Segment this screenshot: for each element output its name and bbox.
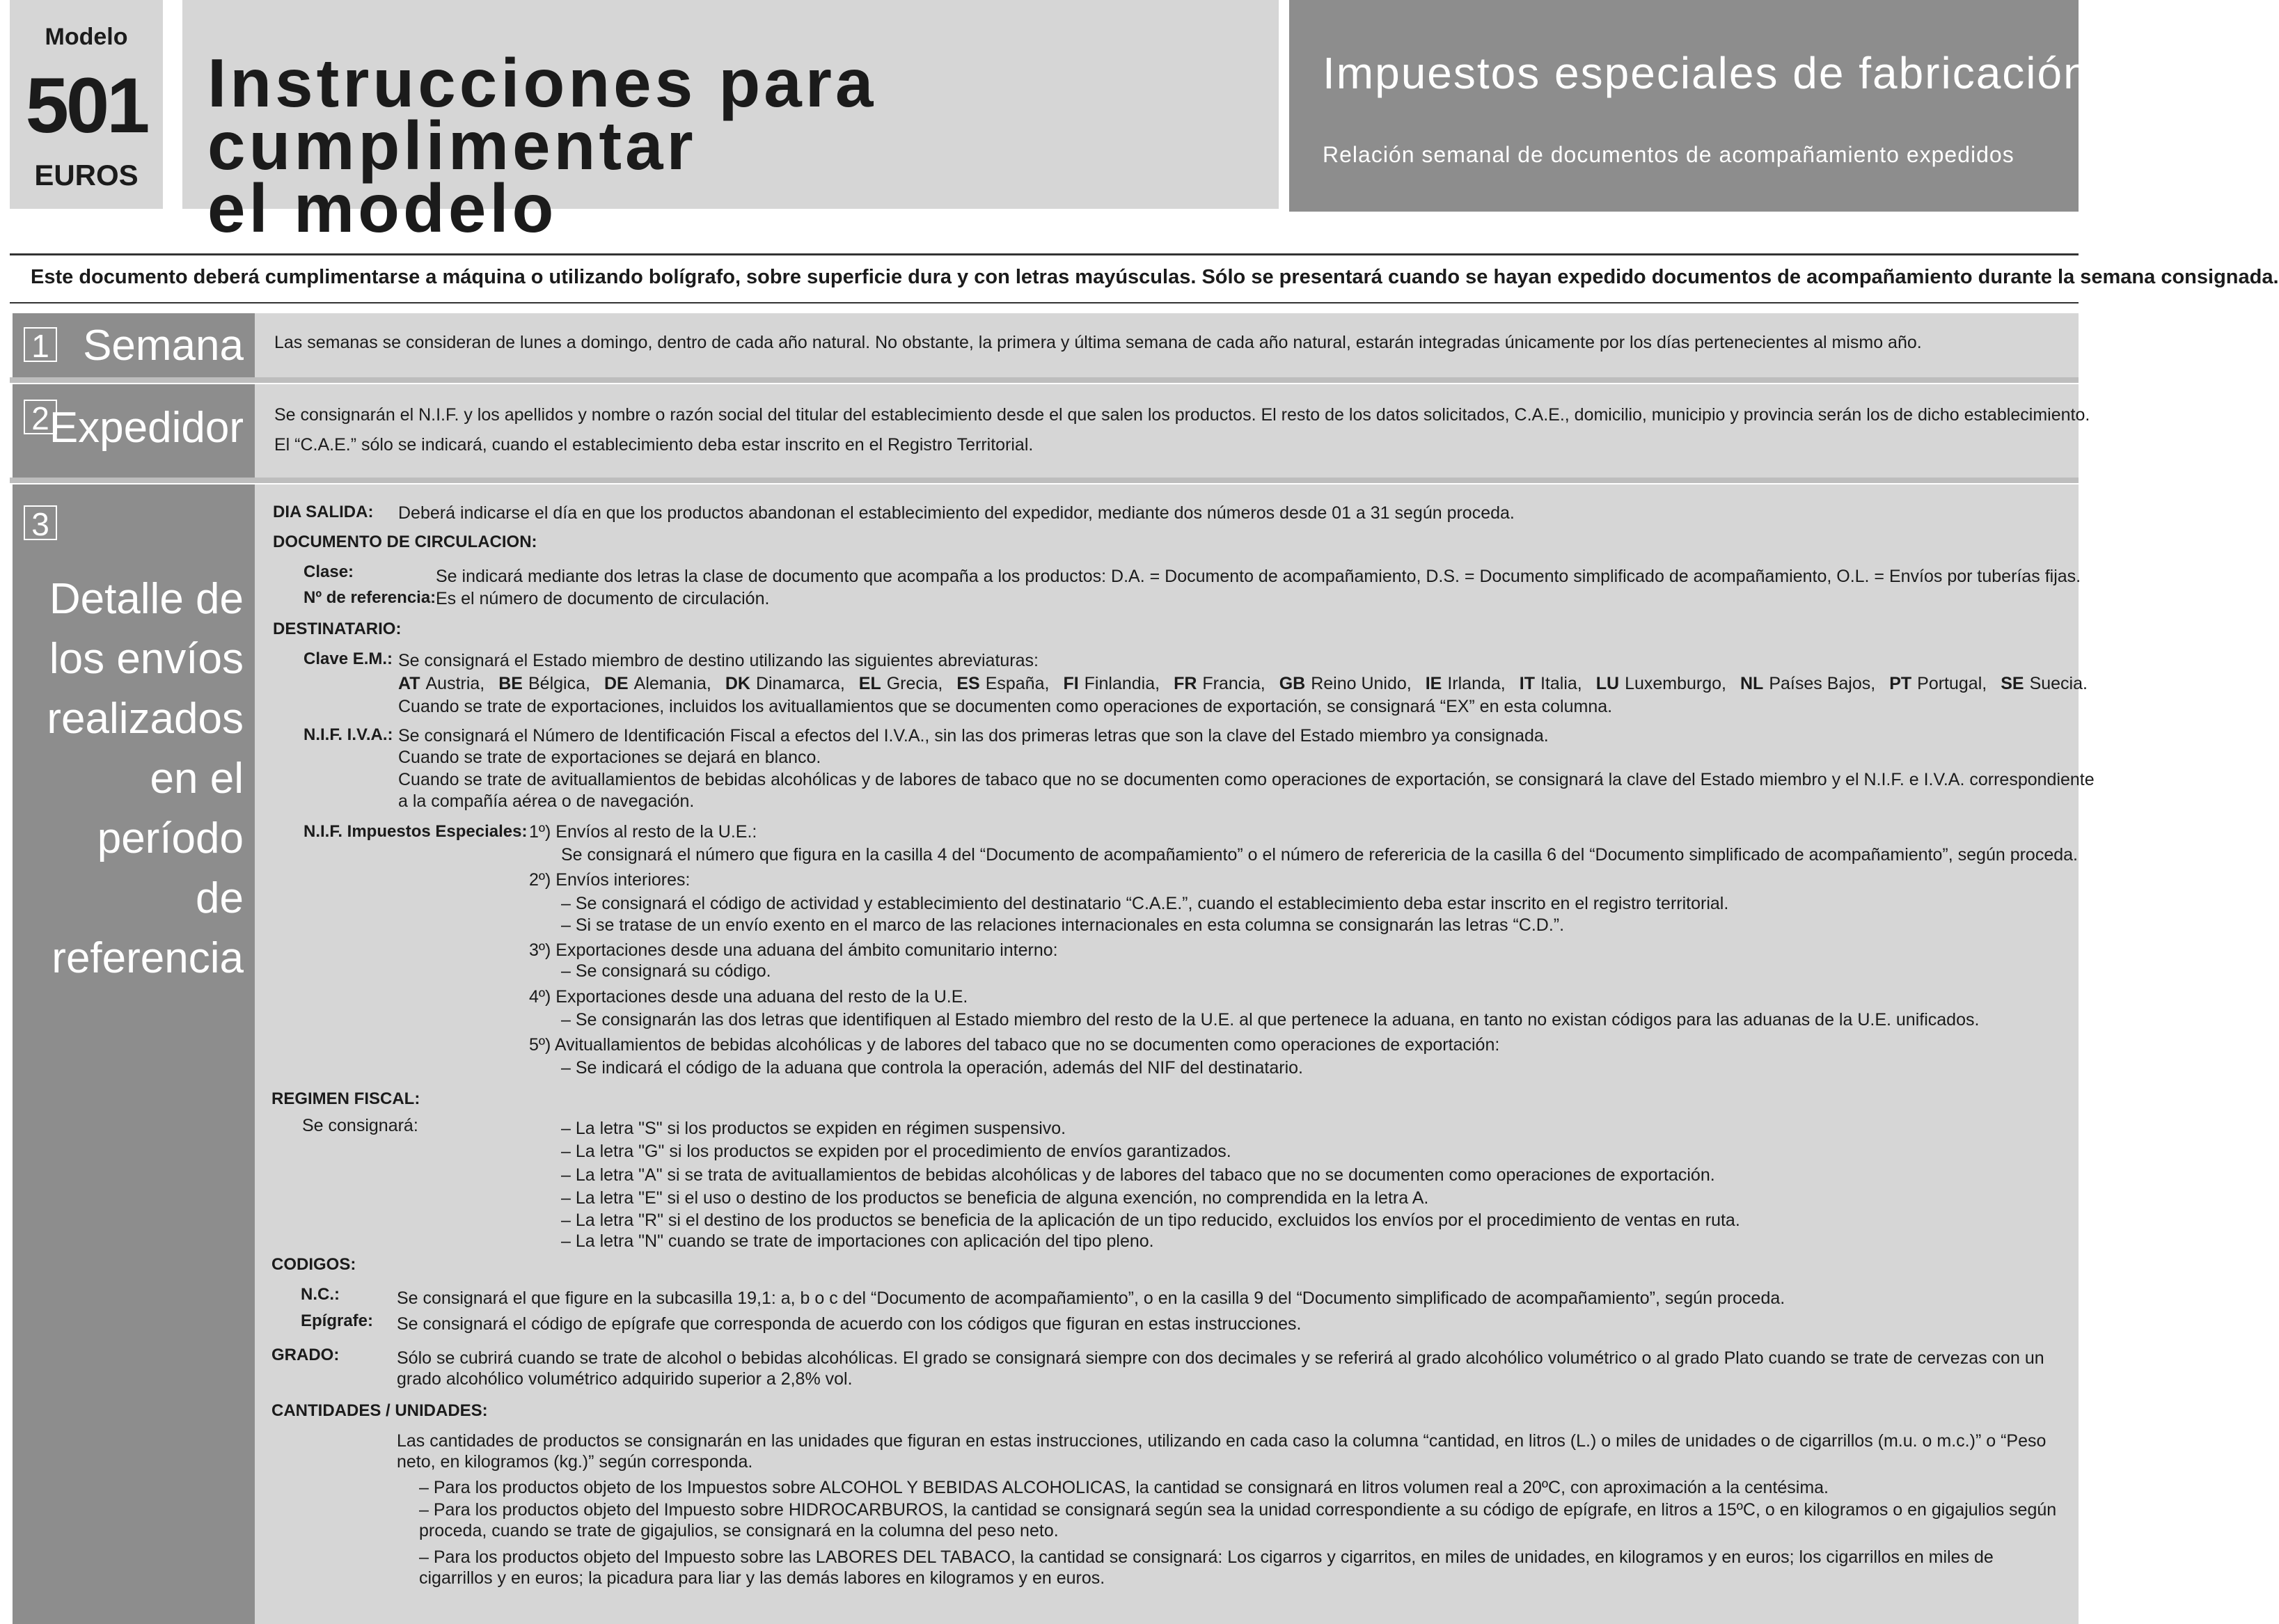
country-name: Finlandia,: [1084, 674, 1160, 693]
divider: [10, 302, 2079, 303]
regimen-line: – La letra "G" si los productos se expiden por el procedimiento de envíos garantizados.: [561, 1142, 1231, 1161]
country-code: IE: [1425, 674, 1442, 693]
nif-iva-line: Cuando se trate de exportaciones se dejará en blanco.: [398, 748, 821, 767]
title-box: [182, 0, 1279, 246]
country-name: Irlanda,: [1447, 674, 1506, 693]
country-code: BE: [498, 674, 523, 693]
cantidades-label: CANTIDADES / UNIDADES:: [271, 1401, 488, 1420]
epigrafe-text: Se consignará el código de epígrafe que corresponda de acuerdo con los códigos que figuran en estas instrucciones.: [397, 1314, 1302, 1334]
cantidades-item: – Para los productos objeto del Impuesto sobre HIDROCARBUROS, la cantidad se consignará según sea la unidad correspondiente a su código de epígrafe, en litros a 15ºC, o en kilogramos o en gigajulios según proceda, cuando se trate de gigajulios, se consignará en la columna del peso neto.: [419, 1500, 2057, 1540]
country-name: Portugal,: [1917, 674, 1987, 693]
country-name: Dinamarca,: [755, 674, 845, 693]
section-title-line: en el período: [97, 755, 244, 862]
nif-ie-label: N.I.F. Impuestos Especiales:: [303, 822, 528, 841]
section-title: Semana: [83, 322, 244, 370]
section-2-header: [13, 384, 255, 478]
country-code: GB: [1279, 674, 1306, 693]
country-code: PT: [1889, 674, 1912, 693]
nc-text: Se consignará el que figure en la subcasilla 19,1: a, b o c del “Documento de acompañamiento”, o en la casilla 9 del “Documento simplificado de acompañamiento”, según proceda.: [397, 1288, 1785, 1308]
country-name: España,: [985, 674, 1050, 693]
divider: [10, 253, 2079, 255]
nif-ie-line: 2º) Envíos interiores:: [529, 870, 691, 890]
clave-em-text: Se consignará el Estado miembro de destino utilizando las siguientes abreviaturas:: [398, 651, 1039, 670]
nif-ie-line: 3º) Exportaciones desde una aduana del ámbito comunitario interno:: [529, 940, 1058, 960]
nc-label: N.C.:: [301, 1285, 340, 1304]
nif-ie-line: – Se consignará su código.: [561, 961, 771, 981]
country-code: FR: [1174, 674, 1197, 693]
nif-ie-line: – Se consignará el código de actividad y establecimiento del destinatario “C.A.E.”, cuando el establecimiento deba estar inscrito en el registro territorial.: [561, 894, 1729, 913]
section-title-line: los envíos: [49, 635, 244, 683]
clase-text: Se indicará mediante dos letras la clase de documento que acompaña a los productos: D.A. = Documento de acompañamiento, D.S. = Documento simplificado de acompañamiento, O.L. = Envíos por tuberías fijas.: [436, 567, 2081, 586]
cantidades-intro: Las cantidades de productos se consignarán en las unidades que figuran en estas instrucciones, utilizando en cada caso la columna “cantidad, en litros (L.) o miles de unidades o de cigarrillos (m.u. o m.c.)” o “Peso neto, en kilogramos (kg.)” según corresponda.: [397, 1431, 2047, 1472]
country-name: Países Bajos,: [1769, 674, 1876, 693]
country-code: LU: [1595, 674, 1620, 693]
cantidades-item: – Para los productos objeto de los Impuestos sobre ALCOHOL Y BEBIDAS ALCOHOLICAS, la cantidad se consignará en litros volumen real a 20ºC, con aproximación a la centésima.: [419, 1478, 1829, 1497]
section-title-line: realizados: [47, 695, 244, 743]
country-name: Suecia.: [2029, 674, 2088, 693]
nif-ie-line: – Se indicará el código de la aduana que controla la operación, además del NIF del destinatario.: [561, 1058, 1303, 1078]
nif-iva-line: a la compañía aérea o de navegación.: [398, 791, 695, 811]
section-2-line-2: El “C.A.E.” sólo se indicará, cuando el establecimiento deba estar inscrito en el Registro Territorial.: [274, 435, 1034, 455]
destinatario-label: DESTINATARIO:: [273, 620, 402, 638]
section-2-body: [255, 384, 2079, 478]
regimen-line: – La letra "N" cuando se trate de importaciones con aplicación del tipo pleno.: [561, 1231, 1154, 1251]
section-number: 1: [24, 327, 57, 362]
nif-ie-line: – Si se tratase de un envío exento en el marco de las relaciones internacionales en esta columna se consignarán las letras “C.D.”.: [561, 915, 1565, 935]
nif-ie-line: 5º) Avituallamientos de bebidas alcohólicas y de labores del tabaco que no se documenten como operaciones de exportación:: [529, 1035, 1500, 1055]
country-name: Bélgica,: [528, 674, 590, 693]
page-title: Instrucciones para cumplimentar el modelo: [207, 45, 877, 246]
country-code: AT: [398, 674, 420, 693]
country-code: EL: [858, 674, 881, 693]
regimen-line: – La letra "R" si el destino de los productos se beneficia de la aplicación de un tipo reducido, excluidos los envíos por el procedimiento de ventas en ruta.: [561, 1211, 1740, 1230]
section-title-line: Detalle de: [49, 575, 244, 623]
section-title: Expedidor: [49, 404, 244, 452]
section-1-text: Las semanas se consideran de lunes a domingo, dentro de cada año natural. No obstante, la primera y última semana de cada año natural, estarán integradas únicamente por los días pertenecientes al mismo año.: [274, 333, 1922, 352]
modelo-box: [10, 0, 163, 209]
section-title-line: de referencia: [52, 874, 244, 982]
modelo-label: Modelo: [45, 24, 128, 50]
country-name: Francia,: [1202, 674, 1265, 693]
tax-subtitle: Relación semanal de documentos de acompañamiento expedidos: [1323, 142, 2014, 167]
section-number: 2: [24, 400, 57, 434]
country-code: FI: [1063, 674, 1079, 693]
country-name: Grecia,: [886, 674, 943, 693]
nif-ie-line: – Se consignarán las dos letras que identifiquen al Estado miembro del resto de la U.E. al que pertenece la aduana, en tanto no existan códigos para las aduanas de la U.E. unificados.: [561, 1010, 1980, 1030]
nif-iva-label: N.I.F. I.V.A.:: [303, 725, 393, 744]
regimen-fiscal-label: REGIMEN FISCAL:: [271, 1089, 420, 1108]
modelo-number: 501: [25, 62, 148, 149]
section-1-header: [13, 313, 255, 377]
section-title: [13, 569, 244, 988]
nif-ie-line: 1º) Envíos al resto de la U.E.:: [529, 822, 757, 842]
nif-iva-line: Cuando se trate de avituallamientos de bebidas alcohólicas y de labores de tabaco que no se documenten como operaciones de exportación, se consignará la clave del Estado miembro y el N.I.F. e I.V.A. correspondiente: [398, 770, 2095, 789]
divider: [10, 377, 2079, 383]
country-code: DE: [604, 674, 629, 693]
modelo-currency: EUROS: [34, 159, 139, 191]
nif-ie-line: Se consignará el número que figura en la casilla 4 del “Documento de acompañamiento” o el número de referericia de la casilla 6 del “Documento simplificado de acompañamiento”, según proceda.: [561, 845, 2078, 865]
country-name: Luxemburgo,: [1625, 674, 1726, 693]
section-2-line-1: Se consignarán el N.I.F. y los apellidos y nombre o razón social del titular del establecimiento desde el que salen los productos. El resto de los datos solicitados, C.A.E., domicilio, municipio y provincia serán los de dicho establecimiento.: [274, 405, 2090, 425]
country-name: Italia,: [1540, 674, 1582, 693]
doc-circulacion-label: DOCUMENTO DE CIRCULACION:: [273, 533, 537, 551]
country-code: SE: [2001, 674, 2024, 693]
country-code: NL: [1740, 674, 1764, 693]
country-code: DK: [725, 674, 750, 693]
country-name: Reino Unido,: [1311, 674, 1412, 693]
dia-salida-label: DIA SALIDA:: [273, 503, 374, 521]
tax-title: Impuestos especiales de fabricación: [1323, 48, 2090, 98]
clase-label: Clase:: [303, 562, 354, 581]
regimen-line: – La letra "A" si se trata de avituallamientos de bebidas alcohólicas y de labores del tabaco que no se documenten como operaciones de exportación.: [561, 1165, 1715, 1185]
country-abbreviation-list: [398, 673, 2101, 694]
divider: [10, 478, 2079, 483]
country-name: Alemania,: [633, 674, 711, 693]
nif-iva-line: Se consignará el Número de Identificación Fiscal a efectos del I.V.A., sin las dos primeras letras que son la clave del Estado miembro ya consignada.: [398, 726, 1549, 746]
country-code: IT: [1519, 674, 1535, 693]
regimen-line: – La letra "S" si los productos se expiden en régimen suspensivo.: [561, 1119, 1066, 1138]
clave-em-export: Cuando se trate de exportaciones, incluidos los avituallamientos que se documenten como operaciones de exportación, se consignará “EX” en esta columna.: [398, 697, 1613, 716]
regimen-line: – La letra "E" si el uso o destino de los productos se beneficia de alguna exención, no comprendida en la letra A.: [561, 1188, 1429, 1208]
grado-label: GRADO:: [271, 1346, 340, 1364]
country-name: Austria,: [425, 674, 485, 693]
clave-em-label: Clave E.M.:: [303, 649, 393, 668]
section-3-header: [13, 484, 255, 1624]
regimen-intro: Se consignará:: [302, 1116, 418, 1135]
section-number: 3: [24, 505, 57, 540]
epigrafe-label: Epígrafe:: [301, 1311, 374, 1330]
country-code: ES: [956, 674, 980, 693]
nif-ie-line: 4º) Exportaciones desde una aduana del resto de la U.E.: [529, 987, 968, 1007]
nref-text: Es el número de documento de circulación.: [436, 589, 770, 608]
notice-text: Este documento deberá cumplimentarse a máquina o utilizando bolígrafo, sobre superficie dura y con letras mayúsculas. Sólo se presentará cuando se hayan expedido documentos de acompañamiento durante la semana consignada.: [31, 266, 2279, 288]
tax-banner: [1289, 0, 2090, 212]
dia-salida-text: Deberá indicarse el día en que los productos abandonan el establecimiento del expedidor, mediante dos números desde 01 a 31 según proceda.: [398, 503, 1515, 523]
grado-text: Sólo se cubrirá cuando se trate de alcohol o bebidas alcohólicas. El grado se consignará siempre con dos decimales y se referirá al grado alcohólico volumétrico o al grado Plato cuando se trate de cervezas con un grado alcohólico volumétrico adquirido superior a 2,8% vol.: [397, 1348, 2044, 1389]
codigos-label: CODIGOS:: [271, 1255, 356, 1274]
nref-label: Nº de referencia:: [303, 588, 436, 607]
cantidades-item: – Para los productos objeto del Impuesto sobre las LABORES DEL TABACO, la cantidad se consignará: Los cigarros y cigarritos, en miles de unidades, en kilogramos y en euros; los cigarrillos en miles de cigarrillos y en euros; la picadura para liar y las demás labores en kilogramos y en euros.: [419, 1547, 1994, 1588]
